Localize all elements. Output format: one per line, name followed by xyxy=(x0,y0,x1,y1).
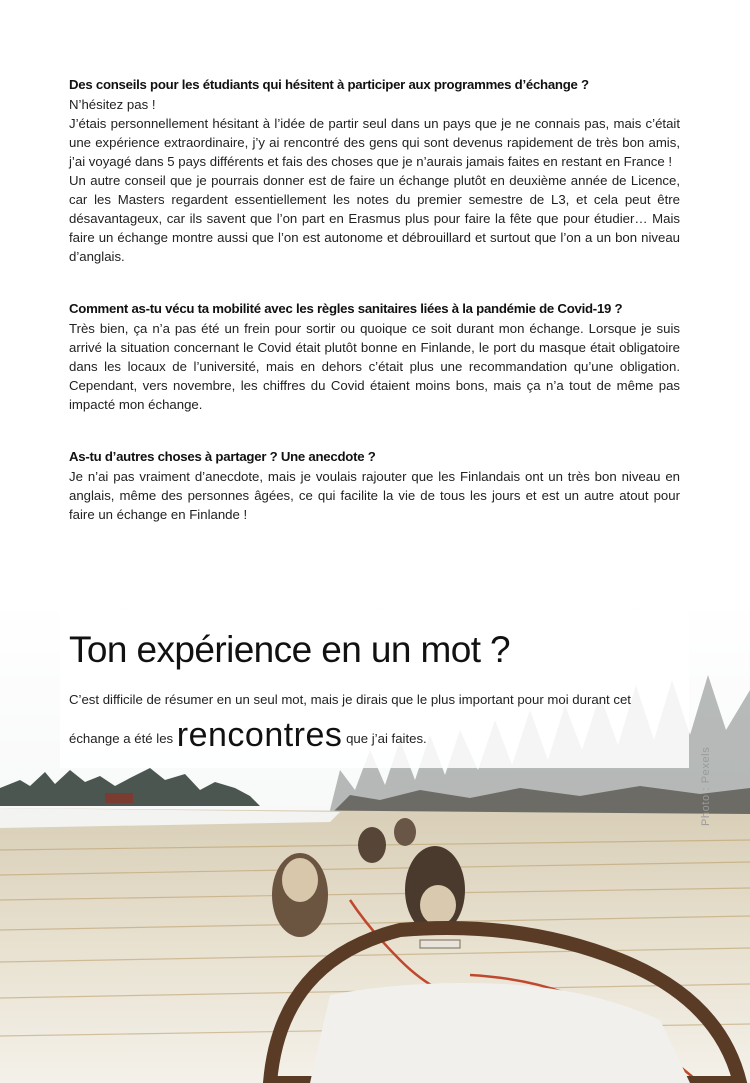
section-covid xyxy=(69,300,680,414)
highlight-word: rencontres xyxy=(176,716,343,754)
section-anecdote xyxy=(69,448,680,524)
one-word-text-before: échange a été les xyxy=(69,731,177,746)
question-heading: Comment as-tu vécu ta mobilité avec les règles sanitaires liées à la pandémie de Covid-19 ? xyxy=(69,301,623,316)
question-heading: As-tu d’autres choses à partager ? Une anecdote ? xyxy=(69,449,376,464)
answer-text xyxy=(69,319,680,414)
interview-content xyxy=(69,76,680,558)
answer-paragraph: N’hésitez pas ! xyxy=(69,97,156,112)
one-word-line-2 xyxy=(69,716,427,755)
one-word-title: Ton expérience en un mot ? xyxy=(69,629,511,670)
answer-paragraph: J’étais personnellement hésitant à l’idée de partir seul dans un pays que je ne connais pas, mais c’était une expérience extraordinaire, j’y ai rencontré des gens qui sont devenus rapidement de très bon amis, j’ai voyagé dans 5 pays différents et fais des choses que je n’aurais jamais faites en restant en France ! xyxy=(69,116,680,169)
photo-credit: Photo : Pexels xyxy=(700,746,712,826)
question-heading: Des conseils pour les étudiants qui hésitent à participer aux programmes d’échange ? xyxy=(69,77,589,92)
one-word-line-1: C’est difficile de résumer en un seul mot, mais je dirais que le plus important pour moi durant cet xyxy=(69,692,631,707)
answer-paragraph: Un autre conseil que je pourrais donner est de faire un échange plutôt en deuxième année de Licence, car les Masters regardent essentiellement les notes du premier semestre de L3, et cela peut être désavantageux, car ils savent que l’on part en Erasmus plus pour faire la fête que pour étudier… Mais faire un échange montre aussi que l’on est autonome et débrouillard et surtout que l’on a un bon niveau d’anglais. xyxy=(69,173,680,264)
one-word-text-after: que j’ai faites. xyxy=(342,731,427,746)
answer-text xyxy=(69,467,680,524)
answer-paragraph: Je n’ai pas vraiment d’anecdote, mais je voulais rajouter que les Finlandais ont un très bon niveau en anglais, même des personnes âgées, ce qui facilite la vie de tous les jours et est un autre atout pour faire un échange en Finlande ! xyxy=(69,469,680,522)
answer-text xyxy=(69,95,680,266)
section-advice xyxy=(69,76,680,266)
answer-paragraph: Très bien, ça n’a pas été un frein pour sortir ou quoique ce soit durant mon échange. Lorsque je suis arrivé la situation concernant le Covid était plutôt bonne en Finlande, le port du masque était obligatoire dans les locaux de l’université, mais en dehors c’était plus une recommandation qu’une obligation. Cependant, vers novembre, les chiffres du Covid étaient moins bons, mais ça n’a tout de même pas impacté mon échange. xyxy=(69,321,680,412)
